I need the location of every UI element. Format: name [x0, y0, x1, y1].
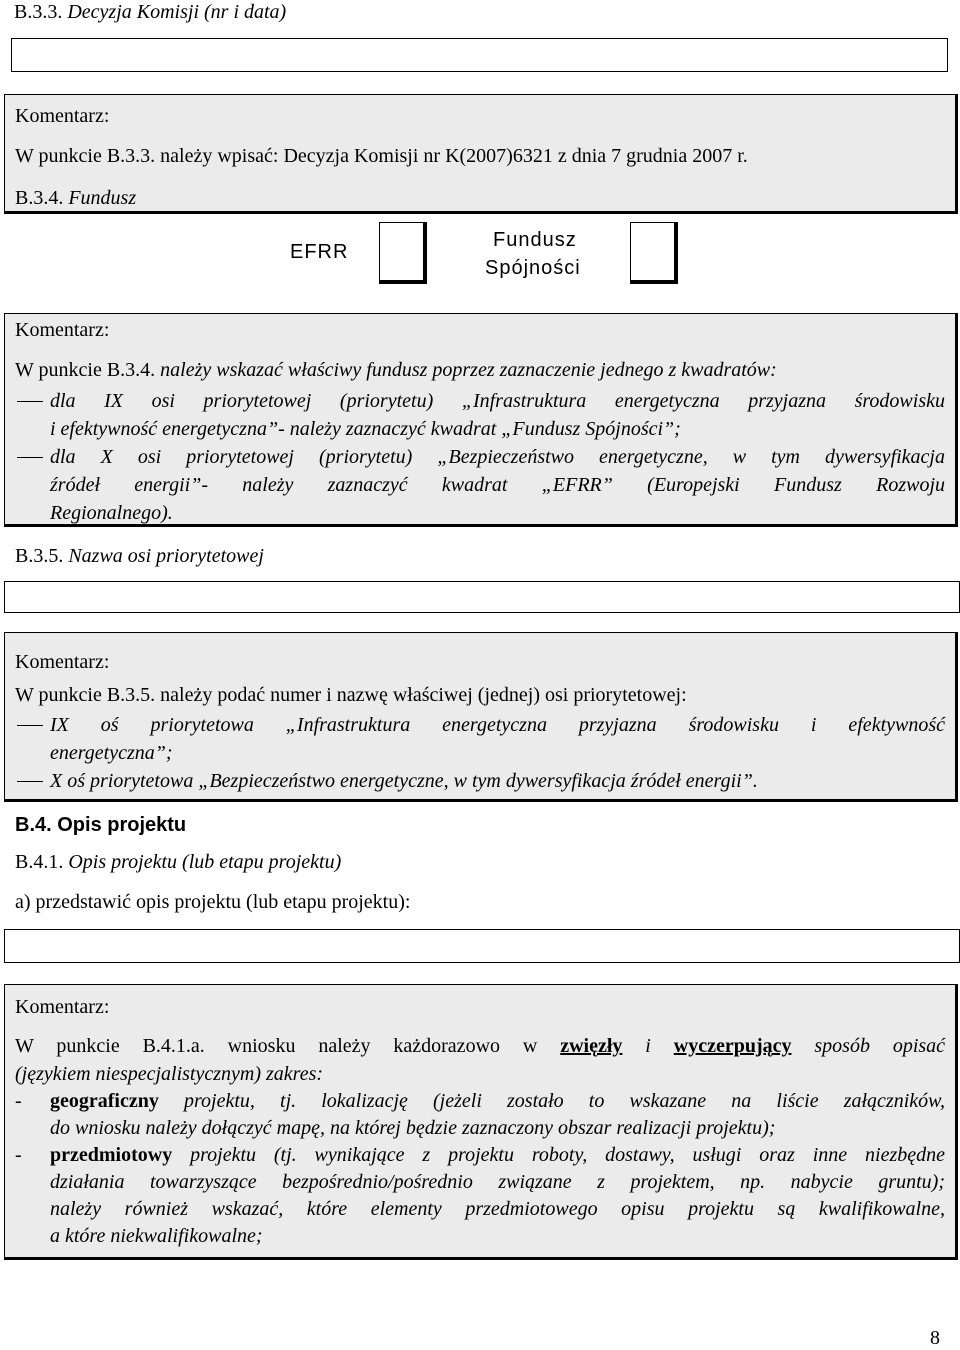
comment-line [15, 1034, 945, 1058]
comment-title: Komentarz: [15, 651, 110, 673]
emphasis-exhaustive: wyczerpujący [673, 1035, 792, 1057]
subsection-a-label: a) przedstawić opis projektu (lub etapu projektu): [15, 891, 411, 913]
list-item-text: projektu, tj. lokalizację (jeżeli zostało to wskazane na liście załączników, [183, 1090, 946, 1112]
section-title: Fundusz [68, 187, 137, 209]
comment-text-part: sposób opisać [814, 1035, 946, 1057]
bullet-text: dla X osi priorytetowej (priorytetu) „Bezpieczeństwo energetyczne, w tym dywersyfikacja [50, 446, 945, 468]
comment-intro: W punkcie B.3.5. należy podać numer i nazwę właściwej (jednej) osi priorytetowej: [15, 684, 687, 706]
list-item-text: projektu (tj. wynikające z projektu roboty, dostawy, usługi oraz inne niezbędne [190, 1144, 945, 1166]
fundusz-spojnosci-label-line1: Fundusz [493, 229, 577, 251]
section-number: B.3.5. [15, 545, 64, 567]
section-b41-heading [15, 850, 341, 874]
section-b4-heading: B.4. Opis projektu [15, 814, 187, 836]
bullet-text: X oś priorytetowa „Bezpieczeństwo energetyczne, w tym dywersyfikacja źródeł energii”. [50, 770, 758, 792]
list-item-cont: a które niekwalifikowalne; [50, 1225, 263, 1247]
project-description-field[interactable] [4, 929, 960, 963]
list-item-cont: do wniosku należy dołączyć mapę, na której będzie zaznaczony obszar realizacji projektu); [50, 1117, 776, 1139]
bullet-text-cont: źródeł energii”- należy zaznaczyć kwadrat „EFRR” (Europejski Fundusz Rozwoju [50, 474, 945, 496]
comment-intro-ref: W punkcie B.3.4. [15, 359, 156, 381]
section-title: Opis projektu (lub etapu projektu) [68, 851, 342, 873]
comment-text-part: i [645, 1035, 651, 1057]
efrr-label: EFRR [290, 241, 349, 263]
bullet-text: IX oś priorytetowa „Infrastruktura energetyczna przyjazna środowisku i efektywność [50, 714, 945, 736]
section-title: Decyzja Komisji (nr i data) [67, 1, 287, 23]
comment-intro [15, 358, 777, 382]
comment-title: Komentarz: [15, 105, 110, 127]
list-item [50, 1143, 945, 1167]
efrr-checkbox[interactable] [379, 222, 427, 284]
comment-intro-text: należy wskazać właściwy fundusz poprzez zaznaczenie jednego z kwadratów: [160, 359, 777, 381]
list-item-cont: należy również wskazać, które elementy przedmiotowego opisu projektu są kwalifikowalne, [50, 1198, 945, 1220]
comment-line: (językiem niespecjalistycznym) zakres: [15, 1063, 324, 1085]
fundusz-spojnosci-checkbox[interactable] [630, 222, 678, 284]
section-b35-heading [15, 544, 264, 568]
bullet-text: dla IX osi priorytetowej (priorytetu) „Infrastruktura energetyczna przyjazna środowisku [50, 390, 945, 412]
bullet-dash [17, 457, 43, 458]
bullet-dash [17, 781, 43, 782]
list-marker: - [15, 1144, 22, 1166]
comment-title: Komentarz: [15, 996, 110, 1018]
comment-text-part: W punkcie B.4.1.a. wniosku należy każdorazowo w [15, 1035, 538, 1057]
page-number: 8 [930, 1327, 940, 1349]
bullet-text-cont: i efektywność energetyczna”- należy zaznaczyć kwadrat „Fundusz Spójności”; [50, 418, 681, 440]
decision-field[interactable] [11, 38, 948, 72]
comment-title: Komentarz: [15, 319, 110, 341]
bullet-text-cont: energetyczna”; [50, 742, 173, 764]
list-item-bold: geograficzny [50, 1090, 159, 1112]
emphasis-concise: zwięzły [560, 1035, 623, 1057]
list-marker: - [15, 1090, 22, 1112]
priority-axis-field[interactable] [4, 581, 960, 613]
fundusz-spojnosci-label-line2: Spójności [485, 257, 581, 279]
section-title: Nazwa osi priorytetowej [68, 545, 264, 567]
list-item-cont: działania towarzyszące bezpośrednio/pośrednio związane z projektem, np. nabycie gruntu); [50, 1171, 945, 1193]
bullet-dash [17, 725, 43, 726]
bullet-dash [17, 401, 43, 402]
section-number: B.4.1. [15, 851, 64, 873]
list-item-bold: przedmiotowy [50, 1144, 173, 1166]
comment-text: W punkcie B.3.3. należy wpisać: Decyzja Komisji nr K(2007)6321 z dnia 7 grudnia 2007 r. [15, 145, 748, 167]
section-b33-heading [14, 0, 286, 24]
section-number: B.3.3. [14, 1, 63, 23]
section-b34-heading [15, 186, 136, 210]
section-number: B.3.4. [15, 187, 64, 209]
bullet-text-cont: Regionalnego). [50, 502, 173, 524]
list-item [50, 1089, 945, 1113]
